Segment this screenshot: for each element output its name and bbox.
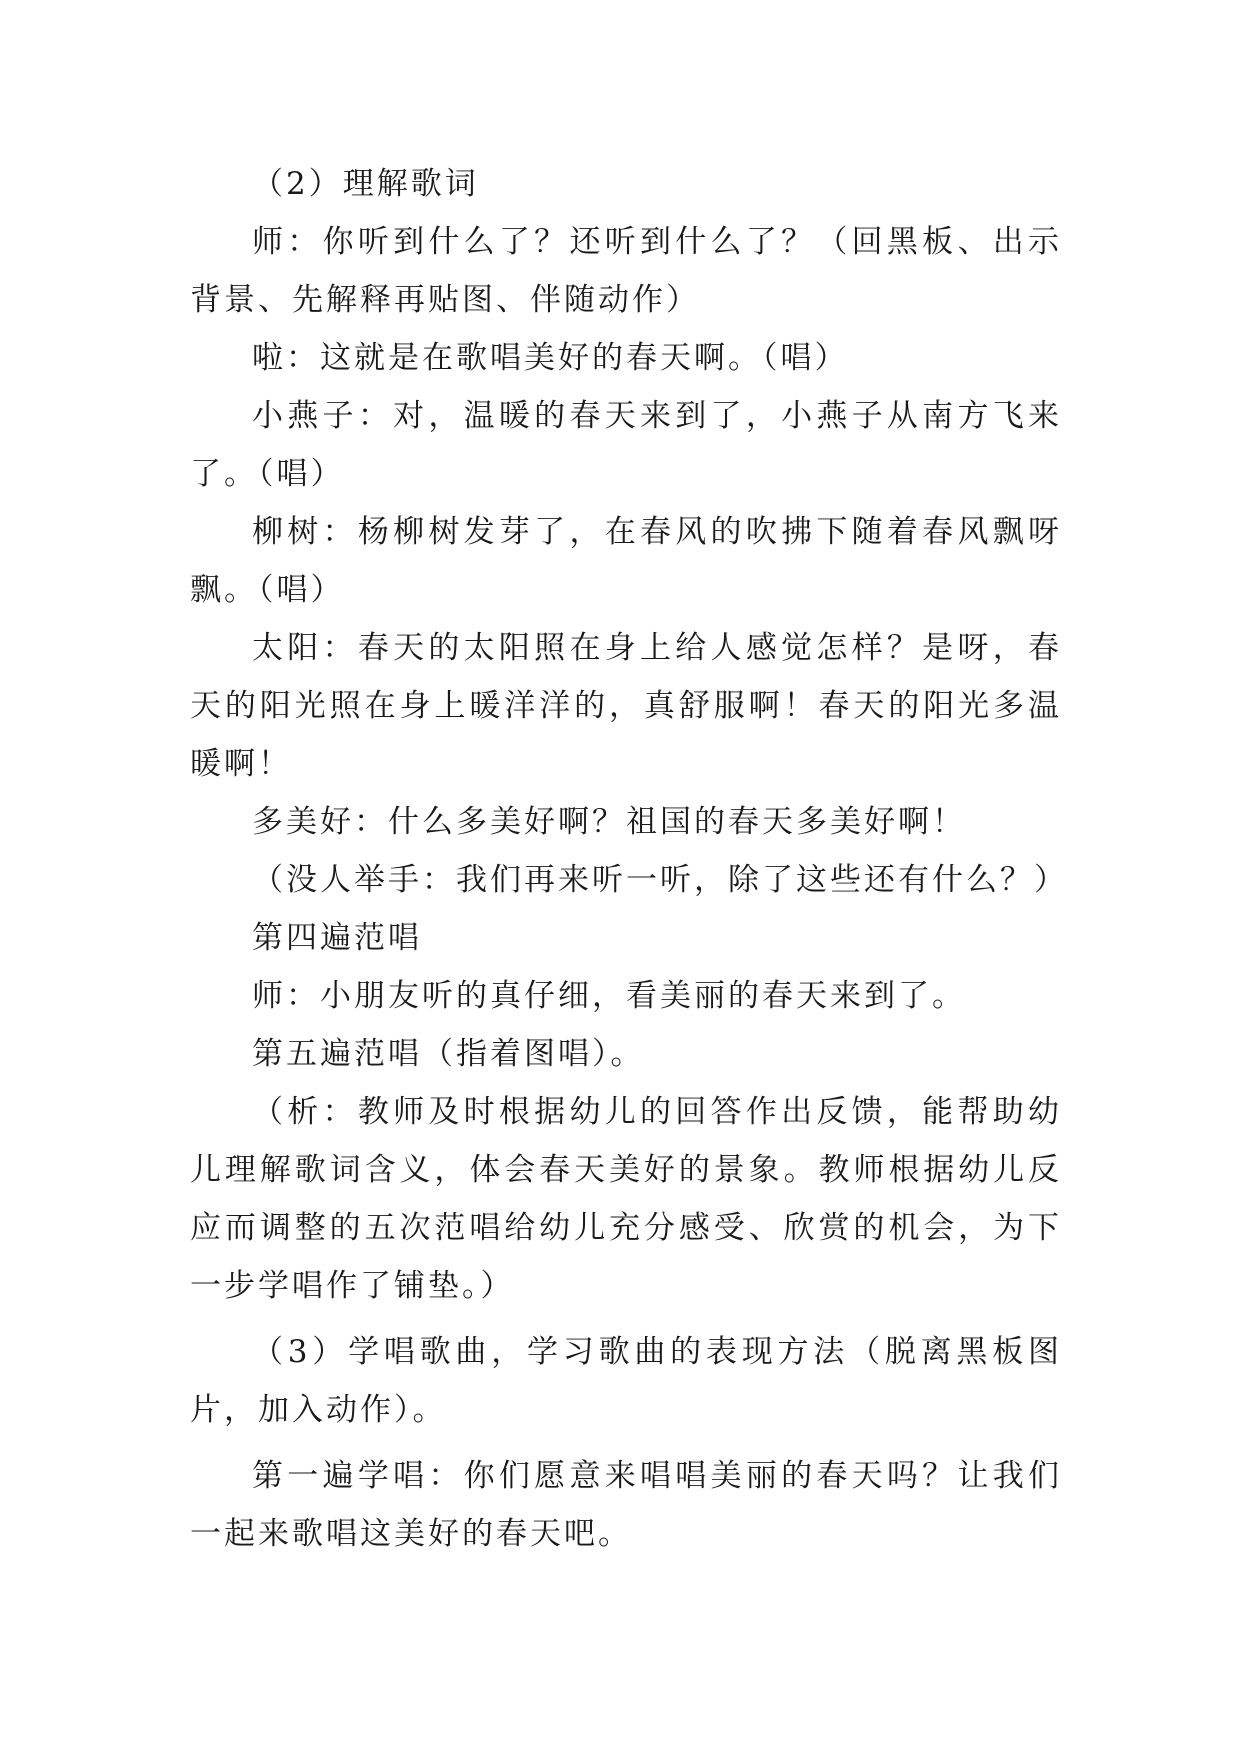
teacher-question-paragraph: 师：你听到什么了？还听到什么了？（回黑板、出示背景、先解释再贴图、伴随动作） xyxy=(190,224,1062,318)
fourth-demo-singing: 第四遍范唱 xyxy=(252,920,422,956)
section-heading-learn-singing: （3）学唱歌曲，学习歌曲的表现方法（脱离黑板图片，加入动作）。 xyxy=(190,1334,1062,1428)
beautiful-paragraph: 多美好：什么多美好啊？祖国的春天多美好啊！ xyxy=(252,804,966,840)
swallow-paragraph: 小燕子：对，温暖的春天来到了，小燕子从南方飞来了。（唱） xyxy=(190,398,1062,492)
analysis-paragraph: （析：教师及时根据幼儿的回答作出反馈，能帮助幼儿理解歌词含义，体会春天美好的景象。教师根据幼儿反应而调整的五次范唱给幼儿充分感受、欣赏的机会，为下一步学唱作了铺垫。） xyxy=(190,1094,1062,1304)
willow-paragraph: 柳树：杨柳树发芽了，在春风的吹拂下随着春风飘呀飘。（唱） xyxy=(190,514,1062,608)
document-body xyxy=(190,155,1068,1563)
fifth-demo-singing: 第五遍范唱（指着图唱）。 xyxy=(252,1036,645,1072)
no-hands-raised-paragraph: （没人举手：我们再来听一听，除了这些还有什么？） xyxy=(252,862,1068,898)
teacher-praise-paragraph: 师：小朋友听的真仔细，看美丽的春天来到了。 xyxy=(252,978,966,1014)
first-learn-singing-paragraph: 第一遍学唱：你们愿意来唱唱美丽的春天吗？让我们一起来歌唱这美好的春天吧。 xyxy=(190,1458,1062,1552)
la-explanation-paragraph: 啦：这就是在歌唱美好的春天啊。（唱） xyxy=(252,340,849,376)
section-heading-understand-lyrics: （2）理解歌词 xyxy=(252,166,479,202)
sun-paragraph: 太阳：春天的太阳照在身上给人感觉怎样？是呀，春天的阳光照在身上暖洋洋的，真舒服啊！春天的阳光多温暖啊！ xyxy=(190,630,1062,782)
